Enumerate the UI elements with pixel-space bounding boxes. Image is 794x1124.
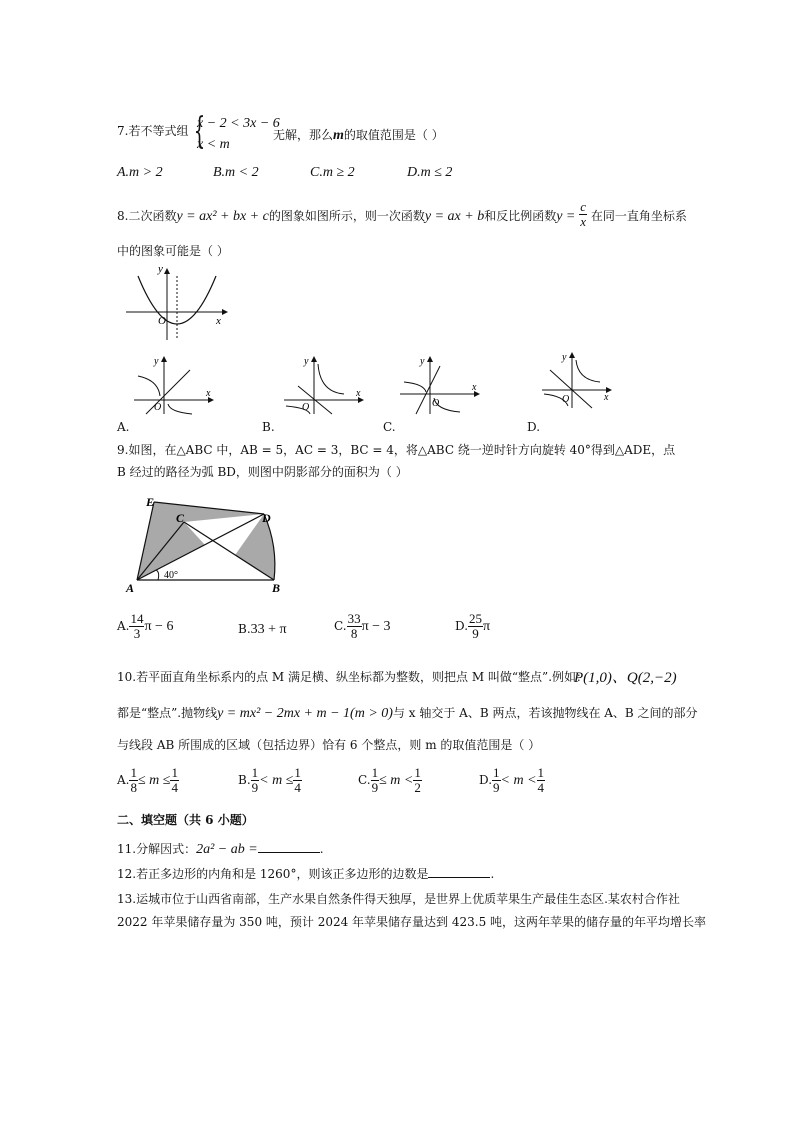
q12-text: 12.若正多边形的内角和是 1260°，则该正多边形的边数是 xyxy=(117,867,429,881)
q8-option-a-graph xyxy=(132,356,216,416)
q8-text-d: 在同一直角坐标系 xyxy=(590,209,687,223)
q9-option-c-den: 8 xyxy=(350,626,358,641)
q10-option-c-n1: 1 xyxy=(371,765,379,780)
q7-suffix: 无解，那么 xyxy=(273,128,334,142)
q9-option-a-den: 3 xyxy=(133,626,141,641)
q9-option-d-num: 25 xyxy=(469,611,483,626)
q8-parabola-y-arrow xyxy=(164,268,170,274)
q8-a-hyperbola-right xyxy=(168,404,192,414)
q8-a-hyperbola-left xyxy=(138,376,160,396)
q9-option-d-frac xyxy=(468,612,483,641)
q10-line1b: P(1,0)、Q(2,−2) xyxy=(574,670,677,686)
q10-option-d-frac1 xyxy=(492,766,501,795)
q10-option-c xyxy=(358,766,422,795)
q10-line2eq: y = mx² − 2mx + m − 1(m > 0) xyxy=(217,706,393,721)
q8-option-b-label: B. xyxy=(262,420,275,434)
q8-b-hyperbola-right xyxy=(318,364,344,394)
q10-option-d-n1: 1 xyxy=(493,765,500,780)
q8-c-x-label: x xyxy=(472,382,477,393)
q9-option-b xyxy=(238,622,287,638)
q11-text: 11.分解因式： xyxy=(117,842,197,856)
section-2-heading: 二、填空题（共 6 小题） xyxy=(117,813,254,827)
q11-answer-blank[interactable] xyxy=(258,840,320,853)
q8-a-x-label: x xyxy=(206,388,211,399)
q10-option-a-n1: 1 xyxy=(130,765,137,780)
q8-text-a: 8.二次函数 xyxy=(117,209,177,223)
q9-option-a-num: 14 xyxy=(130,611,144,626)
q7-var: m xyxy=(333,128,344,143)
q8-option-a-label: A. xyxy=(117,420,130,434)
q10-option-a xyxy=(117,766,179,795)
q8-eq3-lhs: y = xyxy=(556,209,576,224)
q8-parabola-y-label: y xyxy=(158,263,163,275)
q10-option-d-frac2 xyxy=(537,766,546,795)
q8-d-y-arrow xyxy=(569,352,575,358)
q8-option-c-label: C. xyxy=(383,420,396,434)
q10-option-c-op: ≤ m < xyxy=(379,773,414,788)
q10-option-c-d1: 9 xyxy=(371,780,379,795)
q10-option-b-d2: 4 xyxy=(294,780,301,795)
q9-label-d: D xyxy=(262,511,271,525)
q10-option-b-op: < m ≤ xyxy=(259,773,294,788)
q8-d-x-label: x xyxy=(604,392,609,403)
q9-option-c-frac xyxy=(347,612,362,641)
q11 xyxy=(117,840,324,858)
q8-a-y-label: y xyxy=(154,356,159,367)
q8-eq3-num: c xyxy=(580,199,586,214)
q10-option-a-d2: 4 xyxy=(171,780,178,795)
q8-eq3-den: x xyxy=(580,214,586,229)
q12 xyxy=(117,865,494,882)
q8-parabola-x-arrow xyxy=(222,309,228,315)
q9-option-a xyxy=(117,612,173,641)
q10-stem-line3: 与线段 AB 所围成的区域（包括边界）恰有 6 个整点，则 m 的取值范围是（ ） xyxy=(117,738,541,752)
q8-b-y-label: y xyxy=(304,356,309,367)
q10-option-a-frac2 xyxy=(170,766,179,795)
q8-c-y-arrow xyxy=(427,356,433,362)
q7-suffix-wrap xyxy=(273,126,444,144)
q10-option-a-d1: 8 xyxy=(130,780,137,795)
q10-option-d xyxy=(479,766,545,795)
q8-d-origin-label: O xyxy=(562,394,570,405)
q8-d-line xyxy=(550,370,592,408)
q9-option-c-tail: π − 3 xyxy=(361,619,391,634)
q10-option-b-frac2 xyxy=(293,766,302,795)
q8-d-hyperbola-right xyxy=(576,360,600,382)
q10-option-c-n2: 1 xyxy=(414,765,421,780)
q7-brace: { xyxy=(193,111,206,152)
q7-ineq-line2: x < m xyxy=(197,137,230,152)
q7-prefix: 7.若不等式组 xyxy=(117,124,189,138)
q12-end: . xyxy=(490,867,495,881)
q10-option-d-n2: 1 xyxy=(537,765,545,780)
q8-stem-line1 xyxy=(117,199,687,231)
q9-option-c xyxy=(334,612,391,641)
q10-option-b-letter: B. xyxy=(238,773,251,787)
q9-option-d xyxy=(455,612,490,641)
q8-b-origin-label: O xyxy=(302,402,310,413)
q7-ineq-line1: x − 2 < 3x − 6 xyxy=(197,116,280,131)
q10-option-d-letter: D. xyxy=(479,773,493,787)
q8-c-origin-label: O xyxy=(432,398,440,409)
q8-b-x-label: x xyxy=(356,388,361,399)
q8-eq3-frac xyxy=(579,200,587,229)
q10-option-b xyxy=(238,766,302,795)
q9-option-d-letter: D. xyxy=(455,619,469,633)
q8-c-y-label: y xyxy=(420,356,425,367)
q10-option-b-d1: 9 xyxy=(251,780,259,795)
q8-eq2: y = ax + b xyxy=(424,209,485,224)
q10-option-c-frac2 xyxy=(413,766,422,795)
q9-option-d-tail: π xyxy=(483,619,491,634)
q8-option-d-label: D. xyxy=(527,420,541,434)
q8-eq1: y = ax² + bx + c xyxy=(176,209,269,224)
q10-option-c-d2: 2 xyxy=(414,780,421,795)
q7-option-d: D.m ≤ 2 xyxy=(407,165,453,180)
q9-label-c: C xyxy=(176,511,185,525)
q10-option-c-frac1 xyxy=(371,766,380,795)
q10-stem-line1 xyxy=(117,668,588,685)
q10-option-a-letter: A. xyxy=(117,773,130,787)
q10-line2a: 都是“整点”.抛物线 xyxy=(117,706,218,720)
q8-text-c: 和反比例函数 xyxy=(484,209,557,223)
q9-stem-line2: B 经过的路径为弧 BD，则图中阴影部分的面积为（ ） xyxy=(117,465,408,479)
q7-stem xyxy=(117,122,188,139)
q9-label-angle: 40° xyxy=(164,570,178,581)
q9-stem-line1: 9.如图，在△ABC 中，AB = 5，AC = 3，BC = 4，将△ABC 绕一逆时针方向旋转 40°得到△ADE，点 xyxy=(117,443,676,457)
q8-text-b: 的图象如图所示，则一次函数 xyxy=(268,209,425,223)
q13-line2: 2022 年苹果储存量为 350 吨，预计 2024 年苹果储存量达到 423.5 吨，这两年苹果的储存量的年平均增长率 xyxy=(117,915,707,929)
q8-d-y-label: y xyxy=(562,352,567,363)
q8-b-y-arrow xyxy=(311,356,317,362)
q11-eq: 2a² − ab = xyxy=(196,842,258,857)
q7-suffix2: 的取值范围是（ ） xyxy=(343,128,444,142)
q13-line1: 13.运城市位于山西省南部，生产水果自然条件得天独厚，是世界上优质苹果生产最佳生态区.某农村合作社 xyxy=(117,892,680,906)
q10-stem-line2 xyxy=(117,704,698,722)
q10-option-b-n2: 1 xyxy=(294,765,301,780)
q7-option-a: A.m > 2 xyxy=(117,165,163,180)
q10-option-c-letter: C. xyxy=(358,773,371,787)
q8-stem-line2: 中的图象可能是（ ） xyxy=(117,244,229,258)
q10-option-b-n1: 1 xyxy=(251,765,259,780)
q9-option-b-tail: 33 + π xyxy=(250,622,287,637)
q8-parabola-x-label: x xyxy=(216,315,221,327)
q9-option-a-frac xyxy=(129,612,144,641)
q9-label-a: A xyxy=(126,581,135,595)
q8-option-c-graph xyxy=(398,356,482,416)
q9-option-a-tail: π − 6 xyxy=(144,619,174,634)
q10-option-a-op: ≤ m ≤ xyxy=(137,773,171,788)
q9-label-e: E xyxy=(146,495,155,509)
q10-option-d-d2: 4 xyxy=(537,780,545,795)
q9-option-b-letter: B. xyxy=(238,622,251,636)
q10-option-a-frac1 xyxy=(129,766,138,795)
q8-option-b-graph xyxy=(282,356,366,416)
q10-line2b: 与 x 轴交于 A、B 两点，若该抛物线在 A、B 之间的部分 xyxy=(392,706,698,720)
q7-option-b: B.m < 2 xyxy=(213,165,259,180)
q8-a-origin-label: O xyxy=(154,402,162,413)
q9-option-c-num: 33 xyxy=(347,611,361,626)
q10-option-a-n2: 1 xyxy=(171,765,178,780)
q10-option-d-op: < m < xyxy=(500,773,537,788)
q8-a-y-arrow xyxy=(161,356,167,362)
q8-parabola-figure xyxy=(122,262,232,344)
q8-option-d-graph xyxy=(540,350,624,410)
q9-label-b: B xyxy=(272,581,281,595)
q9-figure xyxy=(122,490,292,598)
q8-a-line xyxy=(146,370,190,414)
q10-line1a: 10.若平面直角坐标系内的点 M 满足横、纵坐标都为整数，则把点 M 叫做“整点”.例如： xyxy=(117,670,589,684)
q11-end: . xyxy=(319,842,324,856)
q12-answer-blank[interactable] xyxy=(428,865,490,878)
q7-option-c: C.m ≥ 2 xyxy=(310,165,355,180)
q8-c-hyperbola-left xyxy=(404,382,426,392)
q10-option-b-frac1 xyxy=(251,766,260,795)
q9-option-c-letter: C. xyxy=(334,619,347,633)
q9-option-a-letter: A. xyxy=(117,619,130,633)
q10-option-d-d1: 9 xyxy=(493,780,500,795)
q8-parabola-origin-label: O xyxy=(158,315,166,327)
q9-option-d-den: 9 xyxy=(472,626,479,641)
